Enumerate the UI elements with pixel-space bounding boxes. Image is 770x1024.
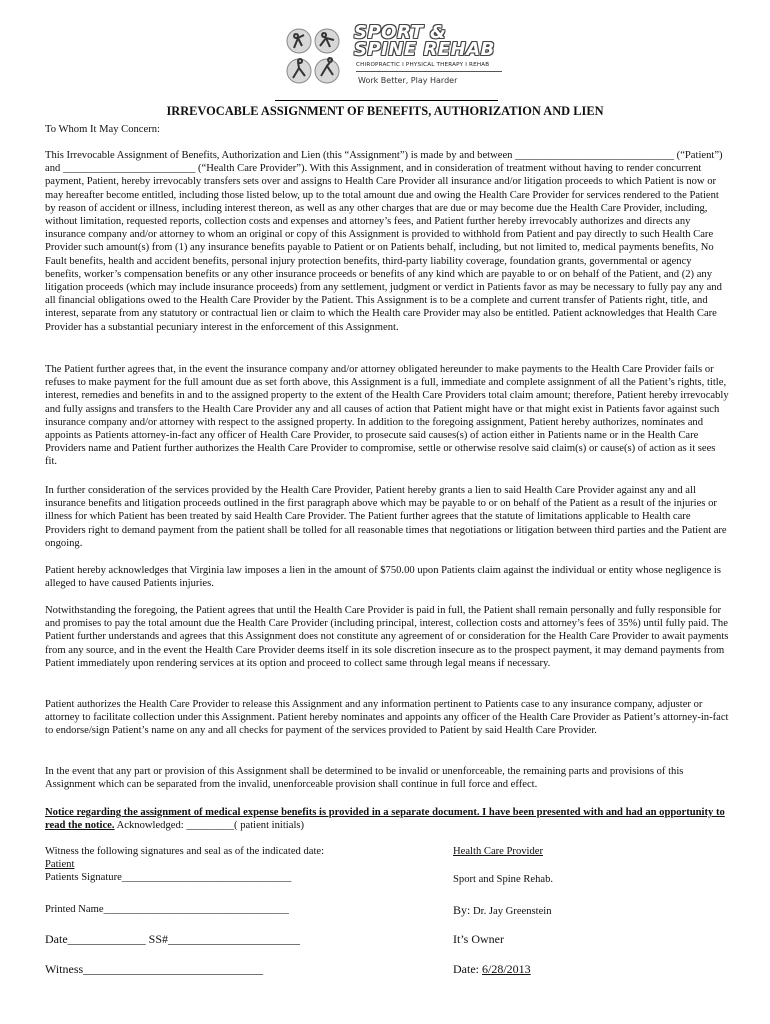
date-value: 6/28/2013 bbox=[482, 962, 531, 976]
provider-date bbox=[453, 962, 531, 977]
signed-by bbox=[453, 903, 552, 918]
by-prefix: By: bbox=[453, 903, 471, 917]
witness-statement: Witness the following signatures and seal as of the indicated date: bbox=[45, 846, 325, 857]
signer-name: Dr. Jay Greenstein bbox=[470, 906, 552, 917]
patient-label: Patient bbox=[45, 859, 75, 870]
paragraph-5 bbox=[45, 604, 729, 670]
logo-divider bbox=[356, 71, 502, 72]
paragraph-text: In further consideration of the services provided by the Health Care Provider, Patient hereby grants a lien to said Health Care Provider against any and all insurance benefits and litigation proceeds outlined in the first paragraph above which may be payable to or on behalf of the Patient as a result of the injuries or illness for which Patient has been treated by said Health Care Provider. The Patient further agrees that the statute of limitations applicable to Health care Providers right to demand payment from the patient shall be tolled for all reasonable times that negotiations or litigation between third parties and the Patient are ongoing. bbox=[45, 485, 727, 549]
paragraph-7 bbox=[45, 765, 729, 791]
paragraph-text: In the event that any part or provision of this Assignment shall be determined to be invalid or unenforceable, the remaining parts and provisions of this Assignment which can be separated from the invalid, unenforceable provision shall continue in full force and effect. bbox=[45, 766, 684, 791]
notice-bold-text: Notice regarding the assignment of medical expense benefits is provided in a separate document. I have been presented with and had an opportunity to read the notice. bbox=[45, 807, 725, 832]
printed-name-field[interactable]: Printed Name___________________________________ bbox=[45, 904, 289, 915]
paragraph-1 bbox=[45, 149, 729, 334]
notice-acknowledged: Acknowledged: _________( patient initials) bbox=[116, 820, 305, 832]
salutation: To Whom It May Concern: bbox=[45, 124, 160, 135]
paragraph-text: Notwithstanding the foregoing, the Patient agrees that until the Health Care Provider is paid in full, the Patient shall remain personally and fully responsible for and promises to pay the total amount due the Health Care Provider (including principal, interest, collection costs and attorney’s fees of 35%) until fully paid. The Patient further understands and agrees that this Assignment does not constitute any agreement of or consideration for the Health Care Provider to await payments from any source, and in the event the Health Care Provider deems itself in its sole discretion insecure as to the prospect payment, it may demand payments from Patient immediately upon rendering services at its option and proceed to collect same through legal means if necessary. bbox=[45, 605, 729, 669]
paragraph-2 bbox=[45, 363, 729, 469]
title-rule bbox=[275, 100, 498, 101]
patients-signature-field[interactable]: Patients Signature________________________________ bbox=[45, 872, 292, 883]
paragraph-3 bbox=[45, 484, 729, 550]
paragraph-4 bbox=[45, 564, 729, 590]
paragraph-text: This Irrevocable Assignment of Benefits, Authorization and Lien (this “Assignment”) is made by and between ______________________________ (“Patient”) and _________________________ (“Health Care Provider”). With this Assignment, and in consideration of treatment without having to render concurrent payment, Patient, hereby irrevocably transfers sets over and assigns to Health Care Provider all insurance and/or litigation proceeds to which Patient is now or may hereafter become entitled, including those listed below, up to the total amount due and owing the Health Care Provider for services rendered to the Patient by reason of accident or illness, including interest thereon, as well as any other charges that are due or may become due the Health Care Provider, including, without limitation, requested reports, collection costs and expenses and attorney’s fees, and Patient further hereby irrevocably authorizes and directs any insurance company and/or attorney to whom an original or copy of this Assignment is provided to withhold from Patient and pay directly to such Health Care Provider such amount(s) from (1) any insurance benefits payable to Patient or on Patients behalf, including, but not limited to, medical payments benefits, No Fault benefits, health and accident benefits, personal injury protection benefits, third-party liability coverage, foundation grants, governmental or agency benefits, worker’s compensation benefits or any other insurance proceeds or benefits of any kind which are payable to or on behalf of the Patient, and (2) any litigation proceeds (which may include insurance proceeds) from any settlement, judgment or verdict in Patients favor as may be necessary to fully pay any and all financial obligations owed to the Health Care Provider by the Patient. This Assignment is to be a complete and current transfer of Patients right, title, and interest, separate from any statutory or contractual lien or claim to which the Health care Provider may also be entitled. Patient acknowledges that Health Care Provider has a substantial pecuniary interest in the enforcement of this Assignment. bbox=[45, 150, 723, 333]
paragraph-text: Patient authorizes the Health Care Provider to release this Assignment and any information pertinent to Patients case to any insurance company, adjuster or attorney to facilitate collection under this Assignment. Patient hereby nominates and appoints any officer of the Health Care Provider as Patient’s attorney-in-fact to endorse/sign Patient’s name on any and all checks for payment of the services provided to Patient by said Health Care Provider. bbox=[45, 699, 729, 737]
logo-wordmark bbox=[354, 24, 495, 58]
paragraph-6 bbox=[45, 698, 729, 738]
logo-tagline: Work Better, Play Harder bbox=[358, 76, 458, 85]
signer-title: It’s Owner bbox=[453, 932, 504, 946]
logo-title-line1: SPORT & bbox=[354, 22, 447, 43]
paragraph-text: The Patient further agrees that, in the event the insurance company and/or attorney obligated hereunder to make payments to the Health Care Provider fails or refuses to make payment for the full amount due as set forth above, this Assignment is a full, immediate and complete assignment of all the Patient’s rights, title, interest, remedies and benefits in and to the assigned property to the extent of the Health Care Providers total claim amount; therefore, Patient hereby irrevocably and fully assigns and transfers to the Health Care Provider any and all causes of action that Patient might have or that might exist in Patients favor against such insurance company and/or attorney with respect to the assigned property. In addition to the foregoing assignment, Patient hereby authorizes, nominates and appoints as Patients attorney-in-fact any officer of Health Care Provider, to prosecute said causes(s) of action either in Patients name or in the Health Care Providers name and Patient further authorizes the Health Care Provider to compromise, settle or otherwise resolve said claim(s) or cause(s) of action as it sees fit. bbox=[45, 364, 729, 468]
notice-paragraph bbox=[45, 806, 729, 832]
date-ss-field[interactable]: Date_____________ SS#______________________ bbox=[45, 932, 300, 946]
logo-services: CHIROPRACTIC I PHYSICAL THERAPY I REHAB bbox=[356, 62, 490, 68]
athlete-figures-icon bbox=[286, 26, 350, 96]
logo-title-line2: SPINE REHAB bbox=[354, 39, 495, 60]
provider-label: Health Care Provider bbox=[453, 846, 544, 857]
witness-signature-field[interactable]: Witness______________________________ bbox=[45, 962, 264, 976]
date-label: Date: bbox=[453, 962, 482, 976]
provider-name: Sport and Spine Rehab. bbox=[453, 874, 554, 885]
paragraph-text: Patient hereby acknowledges that Virginia law imposes a lien in the amount of $750.00 upon Patients claim against the individual or entity whose negligence is alleged to have caused Patients injuries. bbox=[45, 565, 721, 590]
document-title: IRREVOCABLE ASSIGNMENT OF BENEFITS, AUTHORIZATION AND LIEN bbox=[166, 104, 604, 118]
company-logo bbox=[286, 22, 502, 100]
